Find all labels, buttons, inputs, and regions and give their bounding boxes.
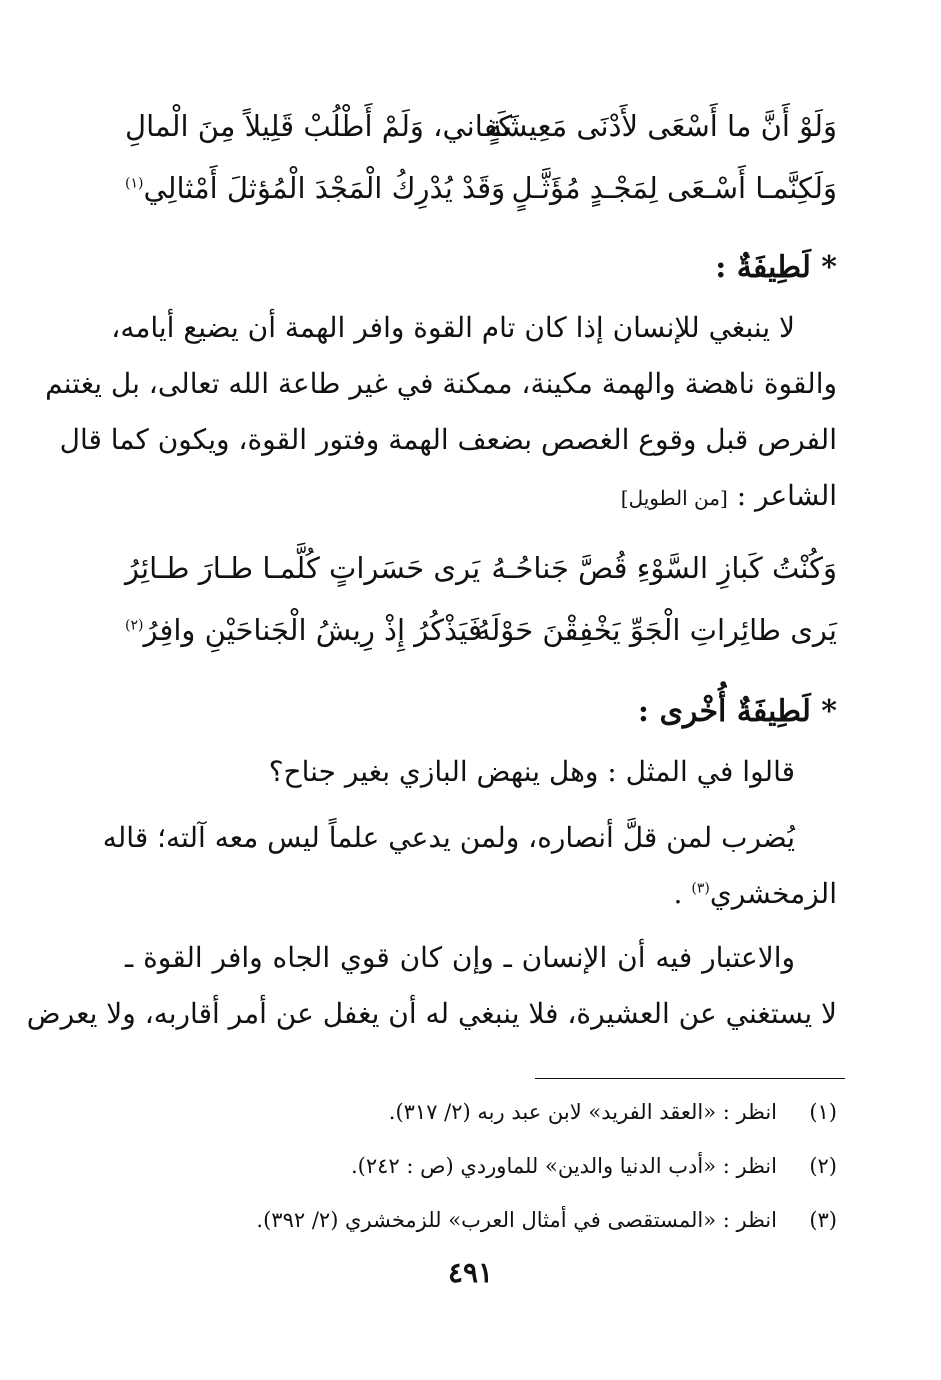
verse-line (125, 540, 837, 596)
paragraph-text: . (673, 877, 692, 910)
footnote-separator (535, 1078, 845, 1079)
footnote-marker: (٣) (691, 880, 710, 897)
footnote (351, 1146, 837, 1186)
verse-hemistich-second-text: يَرى حَسَراتٍ كُلَّمـا طـارَ طـائِرُ (125, 551, 481, 585)
paragraph-line (125, 468, 837, 526)
footnote (389, 1092, 837, 1132)
verse-hemistich-first: يَرى طائِراتِ الْجَوِّ يَخْفِقْنَ حَوْلَهُ (475, 613, 837, 647)
section-heading: * لَطِيفَةٌ : (715, 250, 837, 285)
verse-line (125, 98, 837, 154)
footnote-marker: (٢) (125, 617, 144, 634)
verse-line (125, 160, 837, 216)
paragraph-text: الزمخشري (709, 877, 837, 910)
meter-label: [من الطويل] (620, 486, 728, 510)
paragraph-line: لا ينبغي للإنسان إذا كان تام القوة وافر الهمة أن يضيع أيامه، (111, 311, 795, 344)
paragraph-text: الشاعر : (736, 479, 837, 512)
verse-hemistich-second-text: وَقَدْ يُدْرِكُ الْمَجْدَ الْمُؤثلَ أَمْثالِي (143, 171, 506, 205)
verse-hemistich-second-text: كَفاني، وَلَمْ أَطْلُبْ قَلِيلاً مِنَ الْمالِ (125, 109, 513, 143)
paragraph-line: والقوة ناهضة والهمة مكينة، ممكنة في غير طاعة الله تعالى، بل يغتنم (45, 367, 837, 400)
verse-hemistich-first: وَلَوْ أَنَّ ما أَسْعَى لأَدْنَى مَعِيشَةٍ (487, 109, 837, 143)
verse-hemistich-first: وَكُنْتُ كَبازِ السَّوْءِ قُصَّ جَناحُـهُ (491, 551, 837, 585)
footnote-text: انظر : «المستقصى في أمثال العرب» للزمخشري (٢/ ٣٩٢). (256, 1208, 777, 1232)
footnote-number: (١) (809, 1100, 837, 1124)
verse-hemistich-second (125, 98, 512, 154)
paragraph-line: قالوا في المثل : وهل ينهض البازي بغير جناح؟ (268, 755, 795, 788)
verse-line (125, 602, 837, 658)
paragraph-line: يُضرب لمن قلَّ أنصاره، ولمن يدعي علماً ليس معه آلته؛ قاله (102, 821, 795, 854)
footnote (256, 1200, 837, 1240)
paragraph-line: الفرص قبل وقوع الغصص بضعف الهمة وفتور القوة، ويكون كما قال (59, 423, 837, 456)
footnote-text: انظر : «العقد الفريد» لابن عبد ربه (٢/ ٣١٧). (388, 1100, 777, 1124)
verse-hemistich-second (125, 602, 482, 658)
verse-hemistich-second (125, 160, 505, 216)
paragraph-line (125, 866, 837, 922)
paragraph-line: لا يستغني عن العشيرة، فلا ينبغي له أن يغفل عن أمر أقاربه، ولا يعرض (26, 997, 837, 1030)
verse-hemistich-first: وَلَكِنَّمـا أَسْـعَى لِمَجْـدٍ مُؤَثَّـلٍ (511, 171, 837, 205)
section-heading: * لَطِيفَةٌ أُخْرى : (637, 694, 837, 729)
page-number: ٤٩١ (447, 1256, 494, 1289)
verse-hemistich-second-text: فَيَذْكُرُ إِذْ رِيشُ الْجَناحَيْنِ وافِرُ (143, 613, 482, 647)
footnote-text: انظر : «أدب الدنيا والدين» للماوردي (ص : ٢٤٢). (350, 1154, 777, 1178)
footnote-number: (٣) (809, 1208, 837, 1232)
footnote-number: (٢) (809, 1154, 837, 1178)
paragraph-line: والاعتبار فيه أن الإنسان ـ وإن كان قوي الجاه وافر القوة ـ (125, 941, 796, 974)
footnote-marker: (١) (125, 175, 144, 192)
verse-hemistich-second (125, 540, 480, 596)
